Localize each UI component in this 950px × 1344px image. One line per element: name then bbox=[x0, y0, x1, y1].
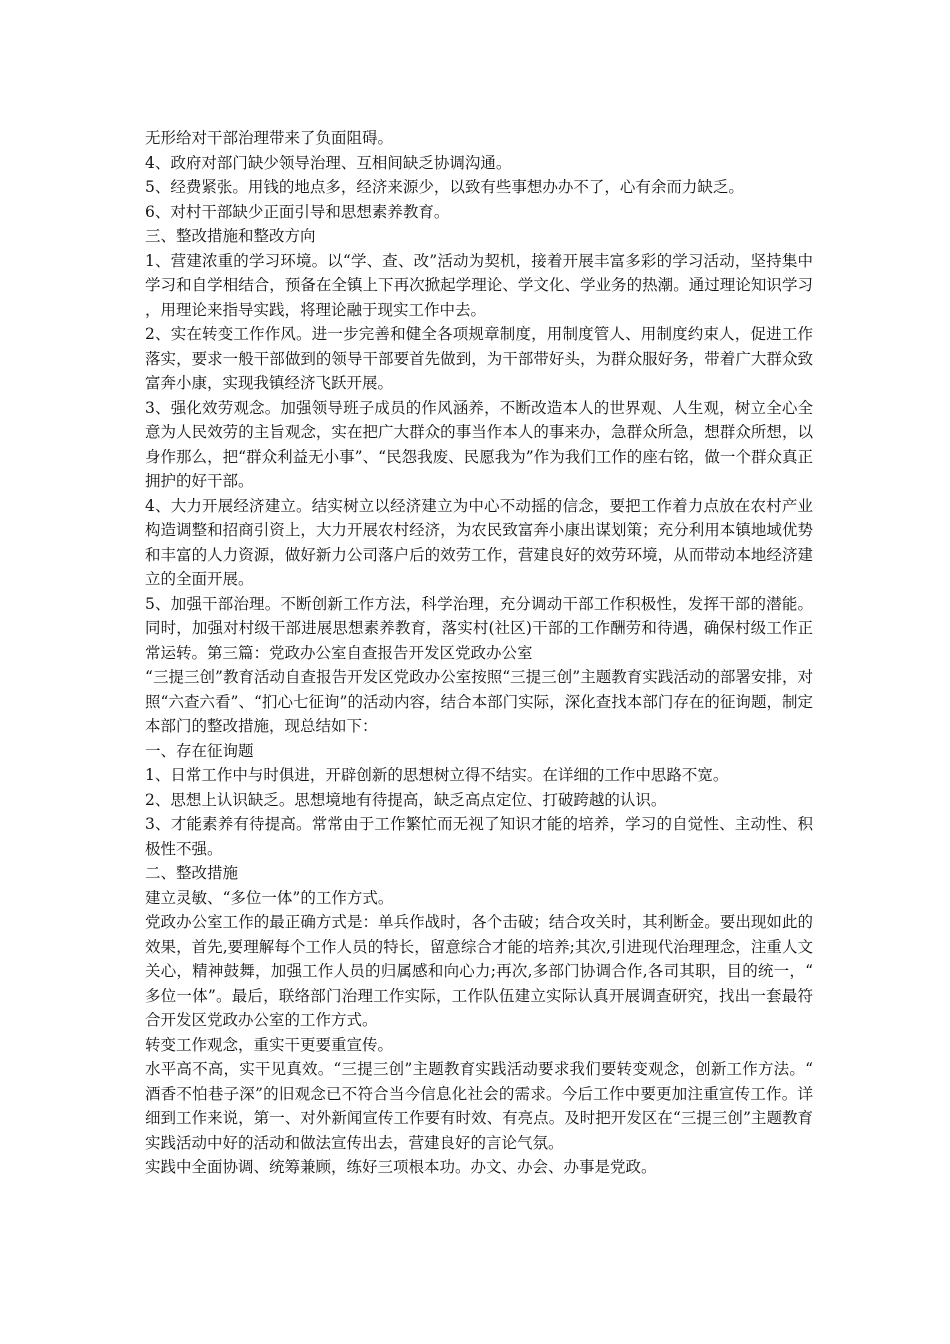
paragraph-3: 5、经费紧张。用钱的地点多，经济来源少，以致有些事想办办不了，心有余而力缺乏。 bbox=[145, 178, 744, 196]
paragraph-5: 1、营建浓重的学习环境。以“学、查、改”活动为契机，接着开展丰富多彩的学习活动，坚持集中学习和自学相结合，预备在全镇上下再次掀起学理论、学文化、学业务的热潮。通过理论知识学习，用理论来指导实践，将理论融于现实工作中去。 bbox=[145, 251, 813, 319]
paragraph-11: 1、日常工作中与时俱进，开辟创新的思想树立得不结实。在详细的工作中思路不宽。 bbox=[145, 766, 729, 784]
paragraph-14: 建立灵敏、“多位一体”的工作方式。 bbox=[145, 888, 394, 907]
paragraph-10: “三提三创”教育活动自查报告开发区党政办公室按照“三提三创”主题教育实践活动的部署安排，对照“六查六看”、“扪心七征询”的活动内容，结合本部门实际，深化查找本部门存在的征询题，制定本部门的整改措施，现总结如下： bbox=[145, 668, 813, 735]
paragraph-2: 4、政府对部门缺少领导治理、互相间缺乏协调沟通。 bbox=[145, 153, 512, 172]
paragraph-16: 转变工作观念，重实干更要重宣传。 bbox=[145, 1035, 394, 1054]
paragraph-6: 2、实在转变工作作风。进一步完善和健全各项规章制度，用制度管人、用制度约束人，促进工作落实，要求一般干部做到的领导干部要首先做到，为干部带好头，为群众服好务，带着广大群众致富奔小康，实现我镇经济飞跃开展。 bbox=[145, 325, 813, 392]
document-body bbox=[145, 126, 813, 1180]
paragraph-9: 5、加强干部治理。不断创新工作方法，科学治理，充分调动干部工作积极性，发挥干部的潜能。同时，加强对村级干部进展思想素养教育，落实村(社区)干部的工作酬劳和待遇，确保村级工作正常运转。第三篇：党政办公室自查报告开发区党政办公室 bbox=[145, 594, 813, 662]
paragraph-18: 实践中全面协调、统筹兼顾，练好三项根本功。办文、办会、办事是党政。 bbox=[145, 1158, 657, 1176]
section-heading-measures: 二、整改措施 bbox=[145, 864, 239, 882]
paragraph-12: 2、思想上认识缺乏。思想境地有待提高，缺乏高点定位、打破跨越的认识。 bbox=[145, 790, 667, 809]
section-heading-existing-issues: 一、存在征询题 bbox=[145, 741, 254, 760]
paragraph-4: 6、对村干部缺少正面引导和思想素养教育。 bbox=[145, 202, 450, 221]
paragraph-17: 水平高不高，实干见真效。“三提三创”主题教育实践活动要求我们要转变观念，创新工作方法。“酒香不怕巷子深”的旧观念已不符合当今信息化社会的需求。今后工作中要更加注重宣传工作。详细到工作来说，第一、对外新闻宣传工作要有时效、有亮点。及时把开发区在“三提三创”主题教育实践活动中好的活动和做法宣传出去，营建良好的言论气氛。 bbox=[145, 1060, 813, 1152]
paragraph-15: 党政办公室工作的最正确方式是：单兵作战时，各个击破；结合攻关时，其利断金。要出现如此的效果，首先,要理解每个工作人员的特长，留意综合才能的培养;其次,引进现代治理理念，注重人文关心，精神鼓舞，加强工作人员的归属感和向心力;再次,多部门协调合作,各司其职，目的统一，“多位一体”。最后，联络部门治理工作实际，工作队伍建立实际认真开展调查研究，找出一套最符合开发区党政办公室的工作方式。 bbox=[145, 913, 813, 1029]
section-heading-3: 三、整改措施和整改方向 bbox=[145, 227, 316, 245]
paragraph-7: 3、强化效劳观念。加强领导班子成员的作风涵养，不断改造本人的世界观、人生观，树立全心全意为人民效劳的主旨观念，实在把广大群众的事当作本人的事来办，急群众所急，想群众所想，以身作那么，把“群众利益无小事”、“民怨我废、民愿我为”作为我们工作的座右铭，做一个群众真正拥护的好干部。 bbox=[145, 398, 813, 490]
paragraph-13: 3、才能素养有待提高。常常由于工作繁忙而无视了知识才能的培养，学习的自觉性、主动性、积极性不强。 bbox=[145, 815, 813, 858]
paragraph-1: 无形给对干部治理带来了负面阻碍。 bbox=[145, 129, 394, 147]
paragraph-8: 4、大力开展经济建立。结实树立以经济建立为中心不动摇的信念，要把工作着力点放在农村产业构造调整和招商引资上，大力开展农村经济，为农民致富奔小康出谋划策；充分利用本镇地域优势和丰富的人力资源，做好新力公司落户后的效劳工作，营建良好的效劳环境，从而带动本地经济建立的全面开展。 bbox=[145, 496, 813, 588]
